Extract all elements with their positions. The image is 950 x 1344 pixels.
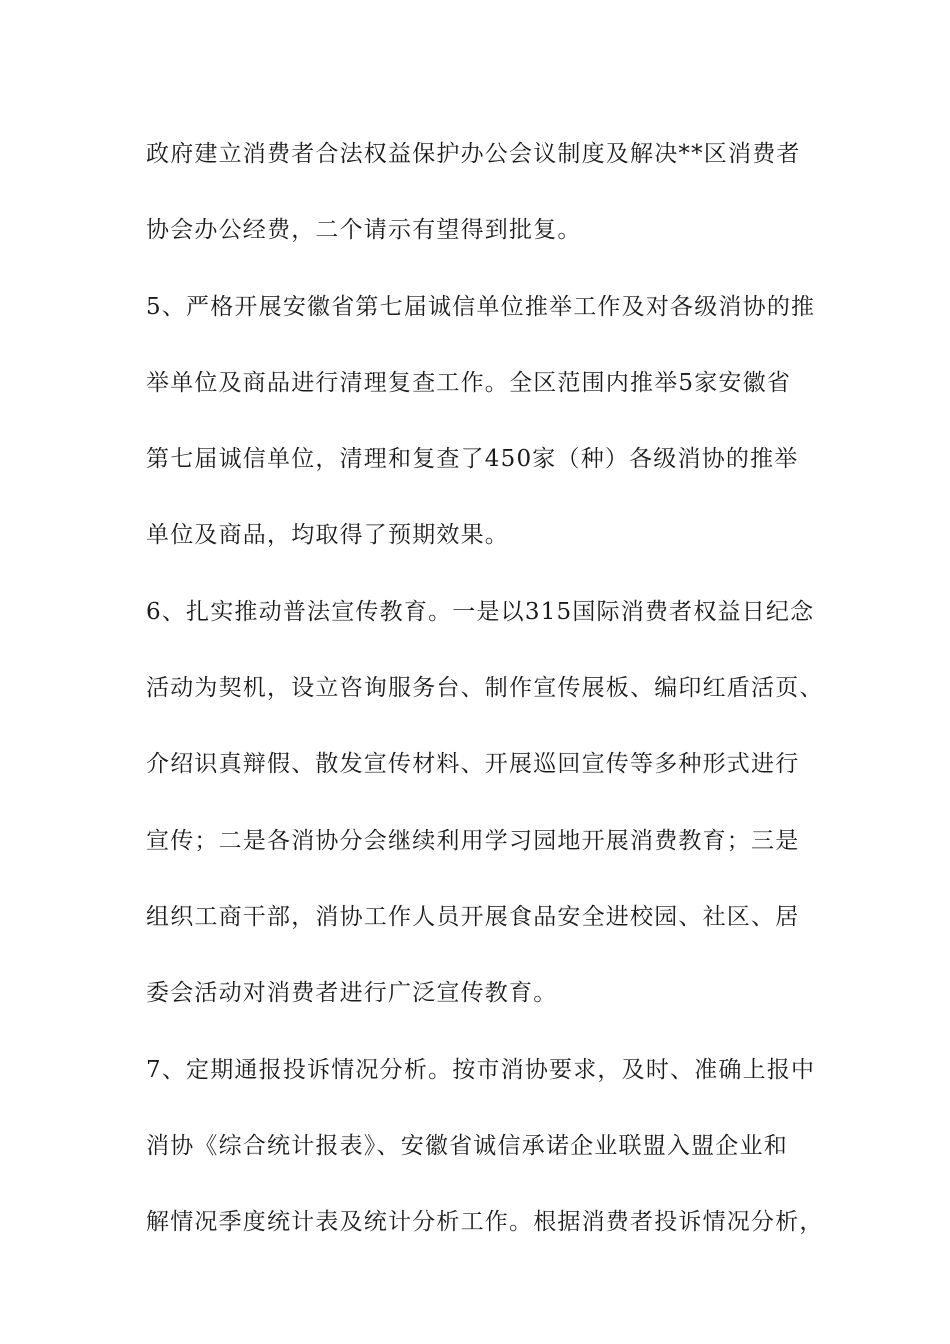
text-line: 5、严格开展安徽省第七届诚信单位推举工作及对各级消协的推 — [146, 293, 816, 320]
text-line: 组织工商干部，消协工作人员开展食品安全进校园、社区、居 — [146, 903, 800, 930]
text-line: 协会办公经费，二个请示有望得到批复。 — [146, 217, 582, 244]
text-line: 6、扎实推动普法宣传教育。一是以315国际消费者权益日纪念 — [146, 598, 815, 625]
text-line: 消协《综合统计报表》、安徽省诚信承诺企业联盟入盟企业和 — [146, 1132, 788, 1159]
text-line: 委会活动对消费者进行广泛宣传教育。 — [146, 980, 558, 1007]
text-line: 介绍识真辩假、散发宣传材料、开展巡回宣传等多种形式进行 — [146, 751, 800, 778]
text-line: 活动为契机，设立咨询服务台、制作宣传展板、编印红盾活页、 — [146, 675, 824, 702]
text-line: 宣传；二是各消协分会继续利用学习园地开展消费教育；三是 — [146, 827, 800, 854]
text-line: 举单位及商品进行清理复查工作。全区范围内推举5家安徽省 — [146, 369, 792, 396]
document-body — [146, 135, 826, 1279]
text-line: 单位及商品，均取得了预期效果。 — [146, 522, 509, 549]
text-line: 7、定期通报投诉情况分析。按市消协要求，及时、准确上报中 — [146, 1056, 816, 1083]
text-line: 第七届诚信单位，清理和复查了450家（种）各级消协的推举 — [146, 446, 799, 473]
text-line: 政府建立消费者合法权益保护办公会议制度及解决**区消费者 — [146, 141, 801, 167]
text-line: 解情况季度统计表及统计分析工作。根据消费者投诉情况分析， — [146, 1209, 824, 1236]
